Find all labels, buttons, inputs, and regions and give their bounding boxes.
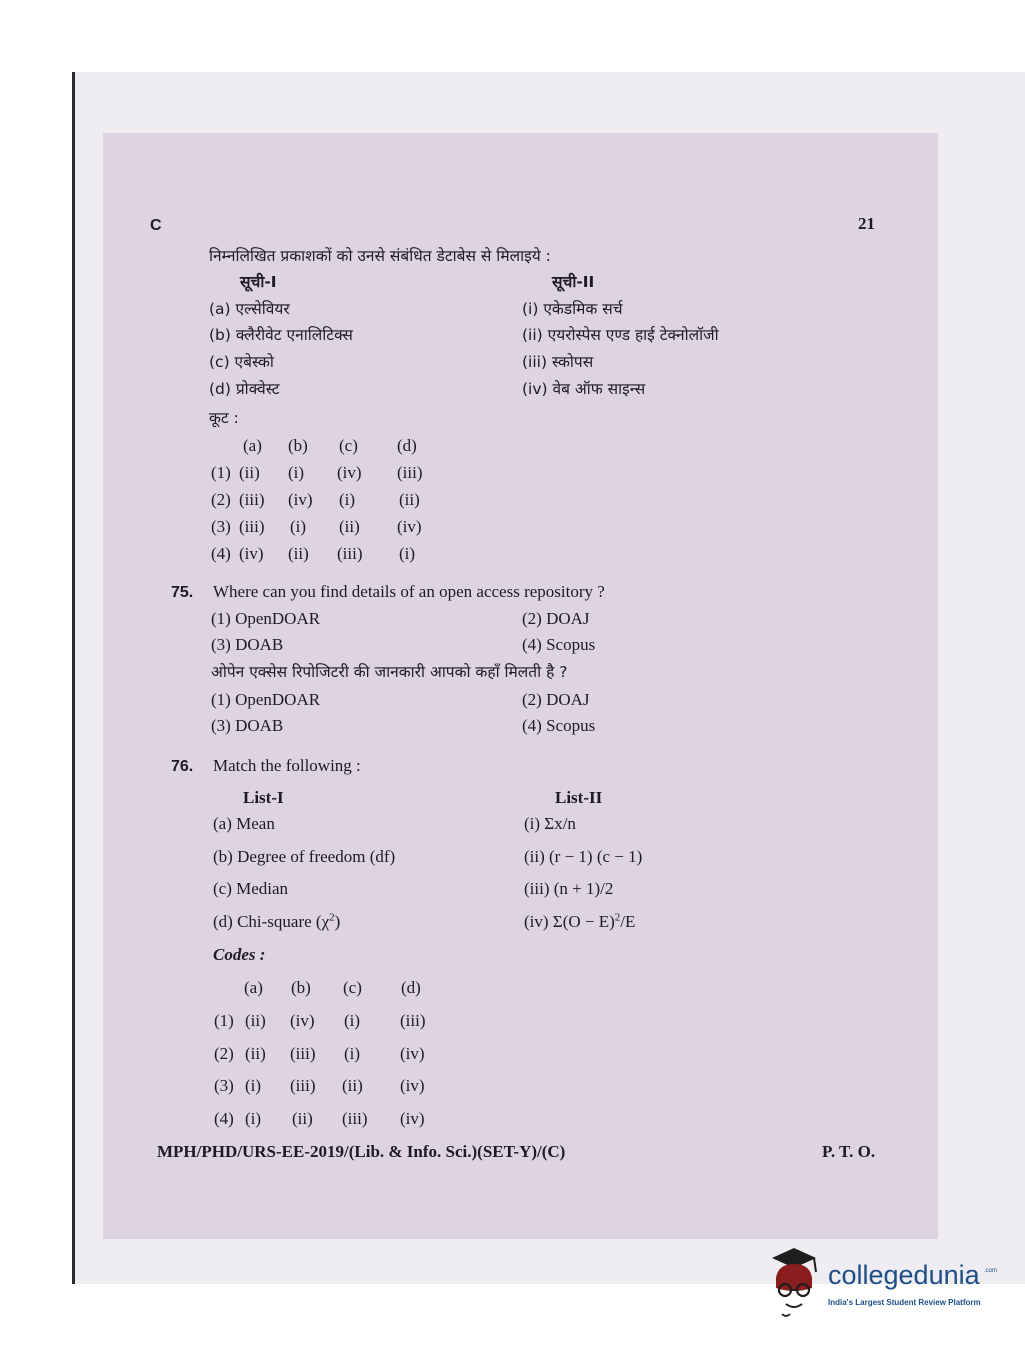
q76-list1-item-d-text: (d) Chi-square (χ (213, 912, 330, 931)
q74-code-cell: (i) (339, 490, 356, 509)
q74-code-cell: (3) (211, 517, 231, 536)
q74-list2-title: सूची-II (552, 273, 595, 291)
q76-code-cell: (iv) (400, 1109, 425, 1128)
q74-code-header: (a) (243, 436, 262, 455)
page-number: 21 (858, 214, 875, 233)
q76-number: 76. (171, 758, 194, 775)
q74-codes-label: कूट : (209, 409, 239, 427)
scan-edge (72, 72, 75, 1284)
q76-code-cell: (ii) (342, 1076, 363, 1095)
collegedunia-dotcom: .com (984, 1268, 998, 1274)
q75-option: (4) Scopus (522, 635, 596, 654)
paper-code: MPH/PHD/URS-EE-2019/(Lib. & Info. Sci.)(SET-Y)/(C) (157, 1142, 566, 1161)
q76-list1-item: (a) Mean (213, 814, 275, 833)
q75-question-hi: ओपेन एक्सेस रिपोजिटरी की जानकारी आपको कहाँ मिलती है ? (211, 663, 568, 681)
q74-list1-item: (d) प्रोक्वेस्ट (209, 380, 280, 398)
q74-code-cell: (iv) (239, 544, 264, 563)
q74-code-header: (b) (288, 436, 308, 455)
q75-option: (2) DOAJ (522, 609, 590, 628)
q76-list1-item-d (213, 912, 340, 932)
q74-list2-item: (ii) एयरोस्पेस एण्ड हाई टेक्नोलॉजी (522, 326, 719, 344)
q76-list1-item-d-sup: 2 (329, 911, 335, 924)
q76-code-cell: (ii) (245, 1044, 266, 1063)
q74-code-cell: (ii) (399, 490, 420, 509)
q76-code-cell: (2) (214, 1044, 234, 1063)
q76-code-cell: (iii) (290, 1044, 316, 1063)
q76-code-cell: (iii) (290, 1076, 316, 1095)
q74-code-cell: (iv) (288, 490, 313, 509)
q75-option-hi: (3) DOAB (211, 716, 284, 735)
q74-list1-item: (a) एल्सेवियर (209, 300, 290, 318)
q74-code-cell: (ii) (288, 544, 309, 563)
q76-code-cell: (1) (214, 1011, 234, 1030)
q76-code-cell: (iv) (290, 1011, 315, 1030)
q76-code-cell: (ii) (292, 1109, 313, 1128)
q76-code-cell: (ii) (245, 1011, 266, 1030)
q74-code-cell: (i) (290, 517, 307, 536)
q75-option-hi: (1) OpenDOAR (211, 690, 321, 709)
q74-list1-title: सूची-I (240, 273, 277, 291)
q75-option: (3) DOAB (211, 635, 284, 654)
set-label: C (150, 217, 162, 234)
q76-list1-item: (c) Median (213, 879, 289, 898)
q76-code-cell: (i) (245, 1076, 262, 1095)
q76-code-cell: (iii) (400, 1011, 426, 1030)
q76-list2-item-iv-text: (iv) Σ(O − E) (524, 912, 615, 931)
q74-code-cell: (i) (399, 544, 416, 563)
collegedunia-tagline: India's Largest Student Review Platform (828, 1298, 981, 1307)
q76-list2-item: (i) Σx/n (524, 814, 576, 833)
q74-code-cell: (iv) (337, 463, 362, 482)
q76-list1-item: (b) Degree of freedom (df) (213, 847, 396, 866)
q74-code-cell: (i) (288, 463, 305, 482)
q76-list2-item: (ii) (r − 1) (c − 1) (524, 847, 643, 866)
q75-option: (1) OpenDOAR (211, 609, 321, 628)
q76-list2-item-iv (524, 912, 635, 932)
q74-list1-item: (b) क्लैरीवेट एनालिटिक्स (209, 326, 353, 344)
q76-code-header: (c) (343, 978, 362, 997)
pto-label: P. T. O. (822, 1142, 876, 1161)
q76-list1-item-d-close: ) (334, 912, 341, 931)
q74-instruction: निम्नलिखित प्रकाशकों को उनसे संबंधित डेटाबेस से मिलाइये : (209, 247, 551, 265)
q76-instruction: Match the following : (213, 756, 361, 775)
q76-code-cell: (iv) (400, 1076, 425, 1095)
q76-list1-title: List-I (243, 788, 284, 807)
q76-code-header: (a) (244, 978, 263, 997)
q76-code-cell: (4) (214, 1109, 234, 1128)
q74-list2-item: (i) एकेडमिक सर्च (522, 300, 623, 318)
q74-list2-item: (iv) वेब ऑफ साइन्स (522, 380, 646, 398)
collegedunia-logo (768, 1248, 998, 1322)
q74-code-cell: (iii) (397, 463, 423, 482)
q76-code-cell: (i) (344, 1044, 361, 1063)
q76-codes-label: Codes : (213, 945, 266, 964)
q75-option-hi: (2) DOAJ (522, 690, 590, 709)
q74-code-cell: (iii) (239, 517, 265, 536)
q76-code-cell: (i) (344, 1011, 361, 1030)
q74-list1-item: (c) एबेस्को (209, 353, 274, 371)
q74-code-cell: (4) (211, 544, 231, 563)
q74-code-cell: (ii) (239, 463, 260, 482)
q74-code-header: (d) (397, 436, 417, 455)
q74-code-cell: (iii) (337, 544, 363, 563)
q76-code-cell: (iii) (342, 1109, 368, 1128)
q74-code-cell: (2) (211, 490, 231, 509)
q74-code-cell: (ii) (339, 517, 360, 536)
q74-code-header: (c) (339, 436, 358, 455)
q74-code-cell: (1) (211, 463, 231, 482)
q76-list2-title: List-II (555, 788, 603, 807)
q76-code-header: (b) (291, 978, 311, 997)
q76-code-cell: (i) (245, 1109, 262, 1128)
q75-option-hi: (4) Scopus (522, 716, 596, 735)
q76-list2-item-iv-sup: 2 (614, 911, 621, 924)
q74-code-cell: (iv) (397, 517, 422, 536)
q76-list2-item: (iii) (n + 1)/2 (524, 879, 614, 898)
q74-code-cell: (iii) (239, 490, 265, 509)
q75-number: 75. (171, 584, 194, 601)
q76-code-cell: (iv) (400, 1044, 425, 1063)
q74-list2-item: (iii) स्कोपस (522, 353, 594, 371)
q76-code-header: (d) (401, 978, 421, 997)
q76-list2-item-iv-tail: /E (620, 912, 636, 931)
graduate-mascot-icon (768, 1248, 826, 1322)
q76-code-cell: (3) (214, 1076, 234, 1095)
q75-question-en: Where can you find details of an open access repository ? (213, 582, 605, 601)
collegedunia-wordmark: collegedunia (828, 1260, 980, 1290)
